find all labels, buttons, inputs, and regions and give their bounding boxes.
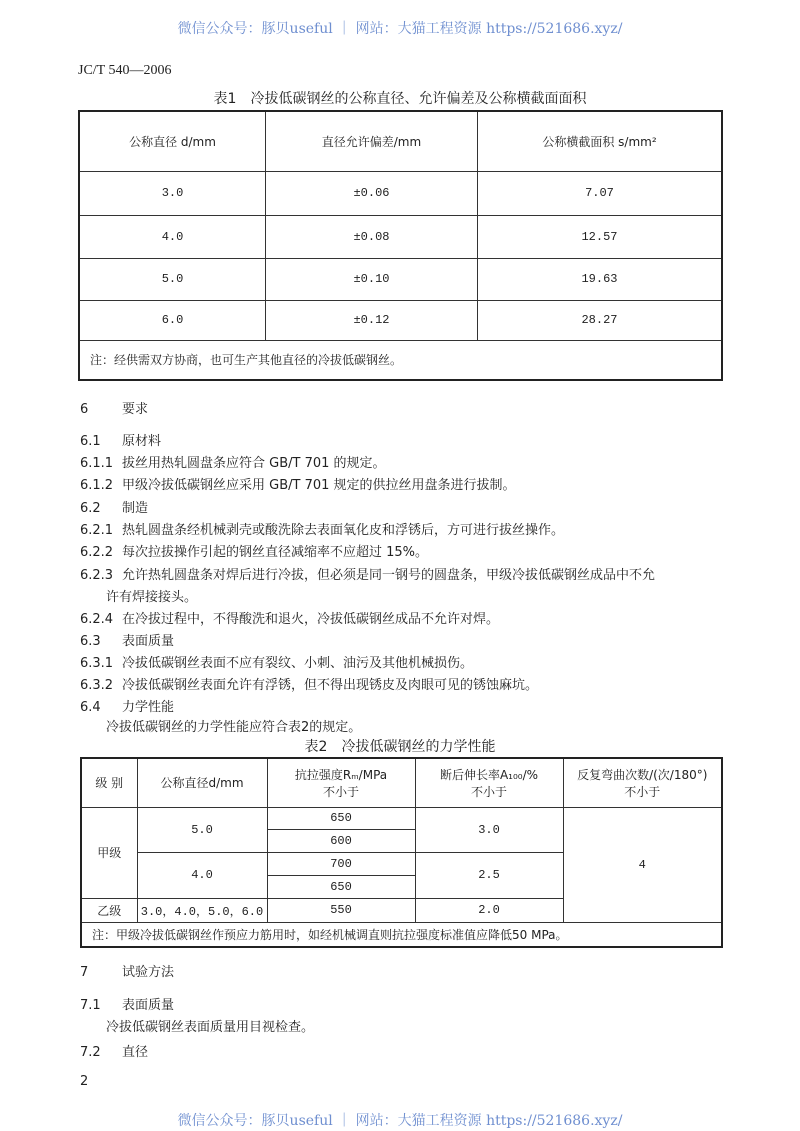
section-number: 6 <box>80 402 89 417</box>
section-line <box>80 474 516 493</box>
t2-header <box>267 758 415 807</box>
cell: 700 <box>267 852 415 875</box>
section-number: 6.2.2 <box>80 545 114 560</box>
cell: 2.0 <box>415 898 563 922</box>
section-line <box>80 519 564 538</box>
section-text: 原材料 <box>122 434 162 449</box>
header-subtext: 不小于 <box>470 784 507 799</box>
section-number: 6.1.2 <box>80 478 114 493</box>
section-text: 直径 <box>122 1045 149 1060</box>
section-text: 制造 <box>122 501 149 516</box>
t2-header <box>415 758 563 807</box>
t1-header: 公称横截面积 s/mm² <box>477 111 722 171</box>
section-text: 试验方法 <box>122 965 175 980</box>
section-line <box>80 696 174 715</box>
section-text: 冷拔低碳钢丝表面不应有裂纹、小刺、油污及其他机械损伤。 <box>122 656 474 671</box>
section-text: 拔丝用热轧圆盘条应符合 GB/T 701 的规定。 <box>122 456 386 471</box>
cell: 6.0 <box>79 300 266 340</box>
cell: 4 <box>563 807 722 922</box>
section-line <box>106 716 361 735</box>
grade-a: 甲级 <box>81 807 137 898</box>
section-line <box>80 994 174 1013</box>
table1 <box>78 110 723 381</box>
cell: ±0.10 <box>266 258 478 300</box>
section-line <box>80 430 161 449</box>
section-number: 6.2.1 <box>80 523 114 538</box>
cell: 650 <box>267 807 415 829</box>
table-row <box>79 215 722 258</box>
section-line <box>80 608 499 627</box>
section-line <box>106 586 197 605</box>
t2-header: 级 别 <box>81 758 137 807</box>
section-number: 6.2.3 <box>80 568 114 583</box>
grade-b: 乙级 <box>81 898 137 922</box>
section-line <box>106 1016 314 1035</box>
cell: 4.0 <box>79 215 266 258</box>
section-line <box>80 564 655 583</box>
cell: 3.0 <box>415 807 563 852</box>
section-text: 许有焊接接头。 <box>106 590 198 605</box>
table-row <box>79 258 722 300</box>
section-line <box>80 674 538 693</box>
table1-title: 表1 冷拔低碳钢丝的公称直径、允许偏差及公称横截面面积 <box>213 91 587 107</box>
cell: 4.0 <box>137 852 267 898</box>
section-line <box>80 541 428 560</box>
section-text: 每次拉拔操作引起的钢丝直径减缩率不应超过 15%。 <box>122 545 429 560</box>
section-number: 6.3.1 <box>80 656 114 671</box>
section-text: 允许热轧圆盘条对焊后进行冷拔，但必须是同一钢号的圆盘条，甲级冷拔低碳钢丝成品中不允 <box>122 568 656 583</box>
section-number: 6.2.4 <box>80 612 114 627</box>
table1-note: 注：经供需双方协商，也可生产其他直径的冷拔低碳钢丝。 <box>79 340 722 380</box>
cell: 550 <box>267 898 415 922</box>
cell: ±0.12 <box>266 300 478 340</box>
cell: 7.07 <box>477 171 722 215</box>
cell: 12.57 <box>477 215 722 258</box>
section-number: 6.3 <box>80 634 101 649</box>
watermark-bottom: 微信公众号：豚贝useful ｜ 网站：大猫工程资源 https://521686.xyz/ <box>177 1113 623 1129</box>
section-number: 6.2 <box>80 501 101 516</box>
t2-header <box>563 758 722 807</box>
cell: 600 <box>267 829 415 852</box>
cell: 5.0 <box>137 807 267 852</box>
section-line <box>80 652 473 671</box>
section-number: 7.1 <box>80 998 101 1013</box>
header-subtext: 不小于 <box>624 784 661 799</box>
section-number: 7 <box>80 965 89 980</box>
section-text: 表面质量 <box>122 998 175 1013</box>
section-line <box>80 630 174 649</box>
header-text: 抗拉强度Rₘ/MPa <box>294 767 388 782</box>
section-line <box>80 961 174 980</box>
table2-title: 表2 冷拔低碳钢丝的力学性能 <box>304 739 496 755</box>
section-text: 冷拔低碳钢丝表面允许有浮锈，但不得出现锈皮及肉眼可见的锈蚀麻坑。 <box>122 678 539 693</box>
section-text: 表面质量 <box>122 634 175 649</box>
table-row <box>79 171 722 215</box>
standard-number: JC/T 540—2006 <box>78 63 172 78</box>
header-subtext: 不小于 <box>322 784 359 799</box>
section-text: 甲级冷拔低碳钢丝应采用 GB/T 701 规定的供拉丝用盘条进行拔制。 <box>122 478 516 493</box>
watermark-top: 微信公众号：豚贝useful ｜ 网站：大猫工程资源 https://521686.xyz/ <box>177 21 623 37</box>
section-line <box>80 497 148 516</box>
section-text: 冷拔低碳钢丝的力学性能应符合表2的规定。 <box>106 720 362 735</box>
section-text: 力学性能 <box>122 700 175 715</box>
cell: 2.5 <box>415 852 563 898</box>
t2-header: 公称直径d/mm <box>137 758 267 807</box>
section-text: 冷拔低碳钢丝表面质量用目视检查。 <box>106 1020 315 1035</box>
t1-header: 公称直径 d/mm <box>79 111 266 171</box>
table2-note: 注：甲级冷拔低碳钢丝作预应力筋用时，如经机械调直则抗拉强度标准值应降低50 MPa。 <box>81 922 722 947</box>
header-text: 断后伸长率A₁₀₀/% <box>439 767 539 782</box>
cell: 3.0，4.0，5.0，6.0 <box>137 898 267 922</box>
section-number: 6.1 <box>80 434 101 449</box>
section-line <box>80 452 386 471</box>
table-row <box>79 300 722 340</box>
cell: 650 <box>267 875 415 898</box>
section-text: 在冷拔过程中，不得酸洗和退火，冷拔低碳钢丝成品不允许对焊。 <box>122 612 500 627</box>
table2 <box>80 757 723 948</box>
page-number: 2 <box>80 1074 89 1089</box>
header-text: 反复弯曲次数/(次/180°) <box>577 767 708 782</box>
section-text: 热轧圆盘条经机械剥壳或酸洗除去表面氧化皮和浮锈后，方可进行拔丝操作。 <box>122 523 565 538</box>
section-text: 要求 <box>122 402 149 417</box>
t1-header: 直径允许偏差/mm <box>266 111 478 171</box>
cell: ±0.08 <box>266 215 478 258</box>
cell: ±0.06 <box>266 171 478 215</box>
section-number: 6.3.2 <box>80 678 114 693</box>
section-number: 6.1.1 <box>80 456 114 471</box>
section-number: 6.4 <box>80 700 101 715</box>
section-line <box>80 398 148 417</box>
section-line <box>80 1041 148 1060</box>
cell: 28.27 <box>477 300 722 340</box>
section-number: 7.2 <box>80 1045 101 1060</box>
cell: 19.63 <box>477 258 722 300</box>
cell: 5.0 <box>79 258 266 300</box>
cell: 3.0 <box>79 171 266 215</box>
